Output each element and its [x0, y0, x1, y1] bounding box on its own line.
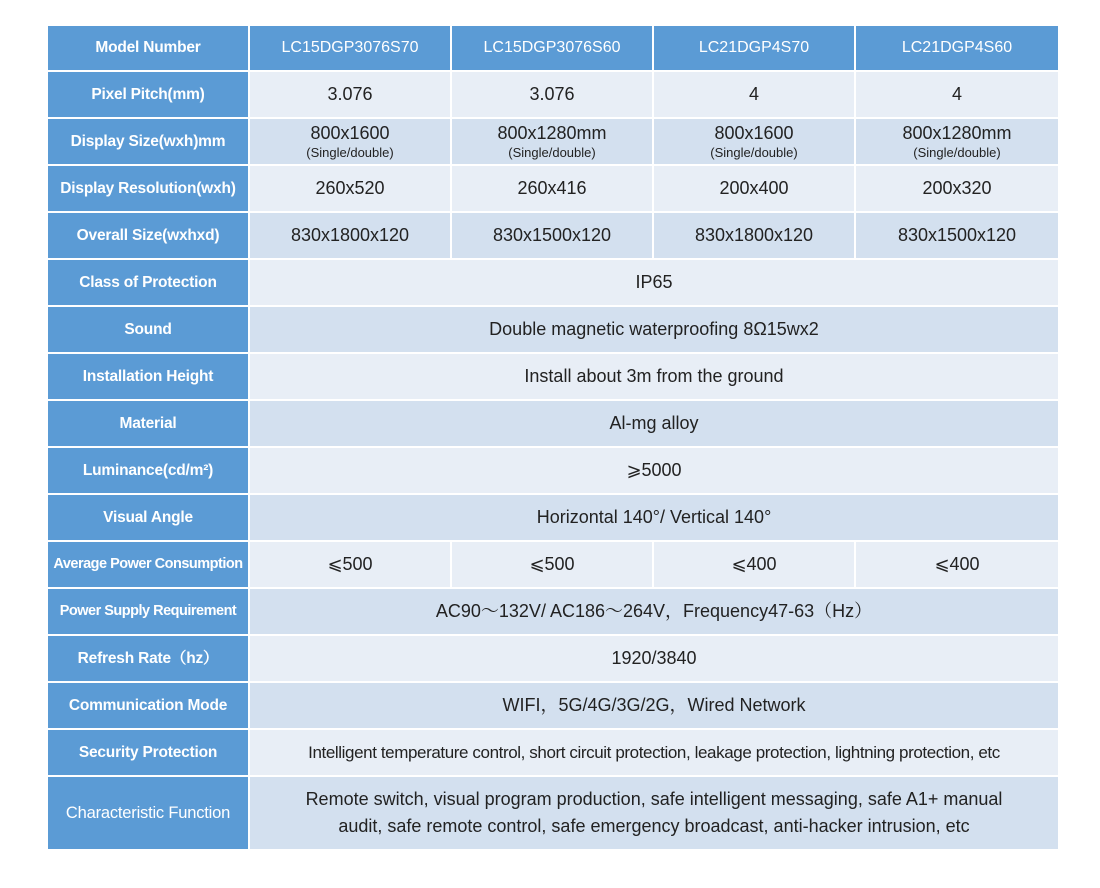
table-cell: Al-mg alloy [249, 400, 1059, 447]
model-header: LC21DGP4S70 [653, 25, 855, 71]
row-label: Luminance(cd/m²) [47, 447, 249, 494]
table-cell: 4 [855, 71, 1059, 118]
row-label: Material [47, 400, 249, 447]
table-row [47, 776, 1059, 850]
row-label: Sound [47, 306, 249, 353]
table-row [47, 212, 1059, 259]
table-cell: AC90～132V/ AC186～264V，Frequency47-63（Hz） [249, 588, 1059, 635]
row-label: Overall Size(wxhxd) [47, 212, 249, 259]
model-header: LC21DGP4S60 [855, 25, 1059, 71]
cell-line: audit, safe remote control, safe emergency broadcast, anti-hacker intrusion, etc [338, 816, 970, 836]
table-row [47, 353, 1059, 400]
cell-note: (Single/double) [306, 144, 394, 160]
table-cell [653, 118, 855, 165]
table-cell: 260x416 [451, 165, 653, 212]
table-row [47, 729, 1059, 776]
header-row [47, 25, 1059, 71]
table-cell: ⩾5000 [249, 447, 1059, 494]
table-row [47, 306, 1059, 353]
table-row [47, 165, 1059, 212]
table-cell: ⩽500 [451, 541, 653, 588]
table-cell: 260x520 [249, 165, 451, 212]
row-label: Average Power Consumption [47, 541, 249, 588]
cell-note: (Single/double) [508, 144, 596, 160]
table-row [47, 400, 1059, 447]
row-label: Installation Height [47, 353, 249, 400]
row-label: Characteristic Function [47, 776, 249, 850]
table-cell: 200x320 [855, 165, 1059, 212]
table-row [47, 118, 1059, 165]
table-cell: 200x400 [653, 165, 855, 212]
table-cell: 3.076 [249, 71, 451, 118]
table-cell: WIFI，5G/4G/3G/2G，Wired Network [249, 682, 1059, 729]
cell-value: 800x1600 [310, 123, 390, 144]
table-row [47, 635, 1059, 682]
table-cell: ⩽500 [249, 541, 451, 588]
table-row [47, 71, 1059, 118]
table-cell: ⩽400 [855, 541, 1059, 588]
row-label: Power Supply Requirement [47, 588, 249, 635]
table-cell: Install about 3m from the ground [249, 353, 1059, 400]
table-cell: 830x1800x120 [249, 212, 451, 259]
spec-table [46, 24, 1060, 851]
model-number-label: Model Number [47, 25, 249, 71]
row-label: Display Resolution(wxh) [47, 165, 249, 212]
cell-value: 800x1600 [714, 123, 794, 144]
table-row [47, 447, 1059, 494]
table-cell: IP65 [249, 259, 1059, 306]
model-header: LC15DGP3076S60 [451, 25, 653, 71]
table-row [47, 494, 1059, 541]
table-cell: 4 [653, 71, 855, 118]
cell-note: (Single/double) [913, 144, 1001, 160]
table-cell: Horizontal 140°/ Vertical 140° [249, 494, 1059, 541]
table-cell: 830x1800x120 [653, 212, 855, 259]
table-cell [855, 118, 1059, 165]
table-cell: 830x1500x120 [451, 212, 653, 259]
cell-value: 800x1280mm [902, 123, 1012, 144]
row-label: Communication Mode [47, 682, 249, 729]
table-row [47, 682, 1059, 729]
table-cell: Intelligent temperature control, short circuit protection, leakage protection, lightning protection, etc [249, 729, 1059, 776]
table-row [47, 588, 1059, 635]
row-label: Pixel Pitch(mm) [47, 71, 249, 118]
cell-value: 800x1280mm [497, 123, 607, 144]
table-cell: 3.076 [451, 71, 653, 118]
table-cell [451, 118, 653, 165]
table-cell: ⩽400 [653, 541, 855, 588]
table-row [47, 259, 1059, 306]
table-cell [249, 776, 1059, 850]
row-label: Refresh Rate（hz） [47, 635, 249, 682]
cell-note: (Single/double) [710, 144, 798, 160]
model-header: LC15DGP3076S70 [249, 25, 451, 71]
table-cell: 1920/3840 [249, 635, 1059, 682]
table-row [47, 541, 1059, 588]
table-cell [249, 118, 451, 165]
row-label: Display Size(wxh)mm [47, 118, 249, 165]
cell-line: Remote switch, visual program production, safe intelligent messaging, safe A1+ manual [305, 789, 1003, 809]
row-label: Security Protection [47, 729, 249, 776]
table-cell: Double magnetic waterproofing 8Ω15wx2 [249, 306, 1059, 353]
table-cell: 830x1500x120 [855, 212, 1059, 259]
row-label: Class of Protection [47, 259, 249, 306]
row-label: Visual Angle [47, 494, 249, 541]
